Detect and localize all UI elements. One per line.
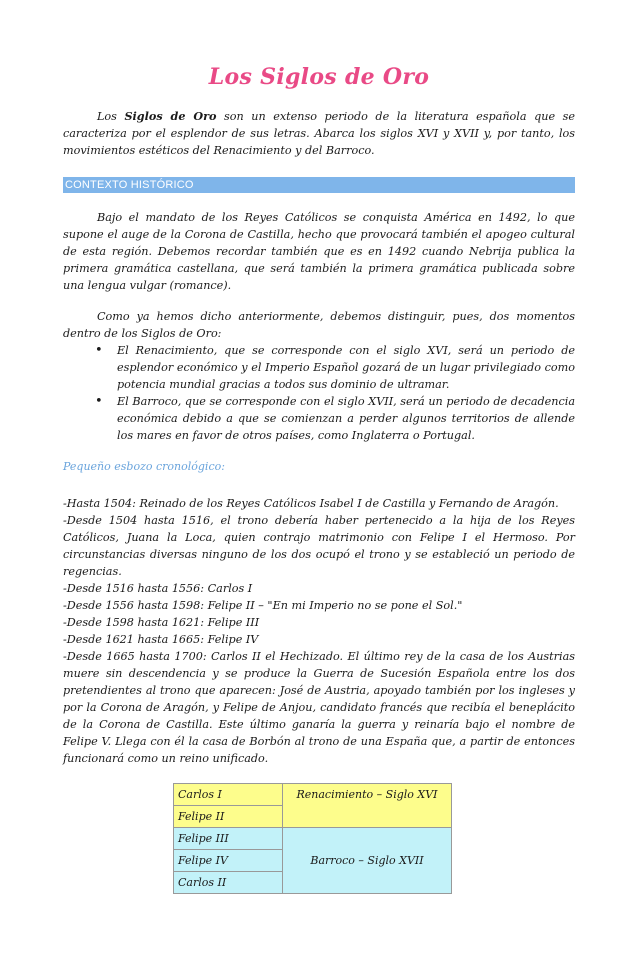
table-cell-king: Felipe IV — [174, 850, 283, 872]
paragraph-1: Bajo el mandato de los Reyes Católicos se conquista América en 1492, lo que supone el auge de la Corona de Castilla, hecho que provocará también el apogeo cultural de esta región. Debemos recordar también que es en 1492 cuando Nebrija publica la primera gramática castellana, que será también la primera gramática publicada sobre una lengua vulgar (romance). — [63, 211, 575, 292]
bullet-item: • El Barroco, que se corresponde con el siglo XVII, será un periodo de decadencia económica debido a que se comienzan a perder algunos territorios de allende los mares en favor de otros países, como Inglaterra o Portugal. — [117, 393, 575, 444]
intro-paragraph — [63, 108, 575, 159]
intro-pre: Los — [97, 110, 125, 123]
table-cell-king: Felipe III — [174, 828, 283, 850]
document-page — [0, 64, 638, 967]
chronology-item: -Hasta 1504: Reinado de los Reyes Católicos Isabel I de Castilla y Fernando de Aragón. — [63, 497, 559, 510]
chronology-item: -Desde 1665 hasta 1700: Carlos II el Hechizado. El último rey de la casa de los Austrias muere sin descendencia y se produce la Guerra de Sucesión Española entre los dos pretendientes al trono que aparecen: José de Austria, apoyado también por los ingleses y por la Corona de Aragón, y Felipe de Anjou, candidato francés que recibía el beneplácito de la Corona de Castilla. Este último ganaría la guerra y reinaría bajo el nombre de Felipe V. Llega con él la casa de Borbón al trono de una España que, a partir de entonces funcionará como un reino unificado. — [63, 650, 575, 765]
chronology-item: -Desde 1516 hasta 1556: Carlos I — [63, 582, 253, 595]
paragraph-2: Como ya hemos dicho anteriormente, debemos distinguir, pues, dos momentos dentro de los Siglos de Oro: — [63, 310, 575, 340]
table-cell-period: Renacimiento – Siglo XVI — [283, 784, 452, 828]
chronology-subtitle: Pequeño esbozo cronológico: — [63, 460, 225, 473]
table-cell-king: Felipe II — [174, 806, 283, 828]
table-row — [174, 784, 452, 806]
chronology-item: -Desde 1598 hasta 1621: Felipe III — [63, 616, 260, 629]
chronology-item: -Desde 1621 hasta 1665: Felipe IV — [63, 633, 259, 646]
bullet-item: • El Renacimiento, que se corresponde con el siglo XVI, será un periodo de esplendor económico y el Imperio Español gozará de un lugar privilegiado como potencia mundial gracias a todos sus dominio de ultramar. — [117, 342, 575, 393]
chronology-list — [63, 495, 575, 767]
table-cell-period: Barroco – Siglo XVII — [283, 828, 452, 894]
page-title: Los Siglos de Oro — [208, 64, 430, 90]
chronology-item: -Desde 1504 hasta 1516, el trono debería haber pertenecido a la hija de los Reyes Católicos, Juana la Loca, quien contrajo matrimonio con Felipe I el Hermoso. Por circunstancias diversas ninguno de los dos ocupó el trono y se estableció un periodo de regencias. — [63, 514, 575, 578]
table-cell-king: Carlos II — [174, 872, 283, 894]
chronology-item: -Desde 1556 hasta 1598: Felipe II – "En mi Imperio no se pone el Sol." — [63, 599, 463, 612]
periods-table — [173, 783, 452, 894]
table-cell-king: Carlos I — [174, 784, 283, 806]
section-banner: CONTEXTO HISTÓRICO — [63, 177, 575, 193]
bullet-list — [63, 342, 575, 444]
table-row — [174, 828, 452, 850]
intro-post: son un extenso periodo de la literatura española que se caracteriza por el esplendor de sus letras. Abarca los siglos XVI y XVII y, por tanto, los movimientos estéticos del Renacimiento y del Barroco. — [63, 110, 575, 157]
intro-bold-term: Siglos de Oro — [124, 109, 217, 123]
